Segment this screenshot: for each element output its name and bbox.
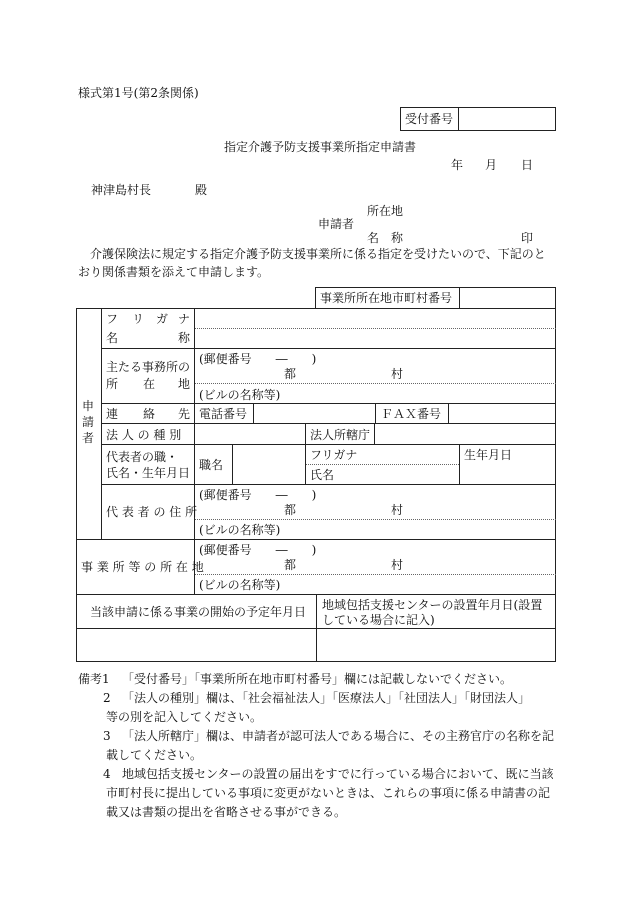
main-office-building: (ビルの名称等) xyxy=(199,388,281,402)
position-label: 職名 xyxy=(199,458,224,472)
document-title: 指定介護予防支援事業所指定申請書 xyxy=(224,140,417,154)
corp-type-field[interactable] xyxy=(195,424,304,443)
center-date-field[interactable] xyxy=(317,629,555,661)
name-label: 名 xyxy=(106,331,119,345)
municipal-number-label: 事業所所在地市町村番号 xyxy=(320,291,453,305)
main-office-postal: (郵便番号 ― ) xyxy=(199,352,317,366)
rep-name-label: 氏名 xyxy=(310,468,335,482)
office-location-label: 事 業 所 等 の 所 在 地 xyxy=(81,560,204,574)
start-date-label: 当該申請に係る事業の開始の予定年月日 xyxy=(90,605,307,619)
intro-paragraph: 介護保険法に規定する指定介護予防支援事業所に係る指定を受けたいので、下記のとおり関係書類を添えて申請します。 xyxy=(78,247,546,279)
municipal-number-field[interactable] xyxy=(460,288,555,308)
applicant-side-label: 申 請 者 xyxy=(81,399,94,445)
receipt-number-field[interactable] xyxy=(459,108,555,130)
corp-type-label: 法 人 の 種 別 xyxy=(106,428,182,442)
phone-label: 電話番号 xyxy=(199,407,248,421)
representative-label: 代表者の職・ xyxy=(106,450,179,464)
date-month: 月 xyxy=(485,158,498,172)
fax-field[interactable] xyxy=(449,404,555,422)
receipt-label: 受付番号 xyxy=(405,112,454,126)
name-field[interactable] xyxy=(195,329,555,347)
center-date-label: 地域包括支援センターの設置年月日(設置 xyxy=(322,598,543,612)
note2-text: 「法人の種別」欄は、「社会福祉法人」「医療法人」「社団法人」「財団法人」 xyxy=(122,691,531,705)
rep-furigana-label: フリガナ xyxy=(310,448,358,462)
date-year: 年 xyxy=(451,158,464,172)
furigana-label: ナ xyxy=(178,312,191,326)
page: 様式第1号(第2条関係) 受付番号 指定介護予防支援事業所指定申請書 年 月 日 神津島村長 殿 所在地 申請者 名 称 印 介護保険法に規定する指定介護予防支援事業所に係る指定を受けたいので、下記のとおり関係書類を添えて申請します。 事業所所在地市町村番号 申 請 者 フ リ ガ ナ 名 称 主たる事務所の 所 在 地 (郵便番号 ― ) 都 村 (ビルの名称等) 連 絡 先 電話番号 ＦＡＸ番号 法 人 の 種 別 法人所轄庁 代表者の職・ 氏名・生年月日 職名 フリガナ 氏名 生年月日 代 表 者 の 住 所 (郵便番号 ― ) 都 村 (ビルの名称等) 事 業 所 等 の 所 在 地 (郵便番号 ― ) 都 村 (ビルの名称等) 当該申請に係る事業の開始の予定年月日 地域包括支援センターの設置年月日(設置 している場合に記入) 備考1 「受付番号」「事業所所在地市町村番号」欄には記載しないでください。 2 「法人の種別」欄は、「社会福祉法人」「医療法人」「社団法人」「財団法人」 等の別を記入してください。 3 「法人所轄庁」欄は、申請者が認可法人である場合に、その主務官庁の名称を記 載してください。 4 地域包括支援センターの設置の届出をすでに行っている場合において、既に当該 市町村長に提出している事項に変更がないときは、これらの事項に係る申請書の記 載又は書類の提出を省略させる事ができる。 xyxy=(78,86,555,819)
birthdate-label: 生年月日 xyxy=(464,448,513,462)
rep-address-label: 代 表 者 の 住 所 xyxy=(106,505,198,519)
start-date-field[interactable] xyxy=(77,629,315,661)
applicant-label: 申請者 xyxy=(318,217,355,231)
applicant-address-label: 所在地 xyxy=(367,204,404,218)
furigana-field[interactable] xyxy=(195,309,555,327)
addressee-honorific: 殿 xyxy=(195,183,208,197)
note1-label: 備考1 xyxy=(78,672,110,686)
applicant-name-label: 名 称 xyxy=(367,231,404,245)
contact-label: 連 xyxy=(106,407,119,421)
phone-field[interactable] xyxy=(254,404,374,422)
form-number: 様式第1号(第2条関係) xyxy=(78,86,199,100)
position-field[interactable] xyxy=(233,445,304,483)
main-office-label: 主たる事務所の xyxy=(106,360,191,374)
corp-authority-label: 法人所轄庁 xyxy=(310,428,371,442)
note4-text: 地域包括支援センターの設置の届出をすでに行っている場合において、既に当該 xyxy=(122,767,554,781)
seal-label: 印 xyxy=(521,231,534,245)
fax-label: ＦＡＸ番号 xyxy=(381,407,442,421)
addressee-name: 神津島村長 xyxy=(91,183,152,197)
note1-text: 「受付番号」「事業所所在地市町村番号」欄には記載しないでください。 xyxy=(122,672,513,686)
date-day: 日 xyxy=(521,158,534,172)
note3-text: 「法人所轄庁」欄は、申請者が認可法人である場合に、その主務官庁の名称を記 xyxy=(122,729,555,743)
corp-authority-field[interactable] xyxy=(375,424,555,443)
